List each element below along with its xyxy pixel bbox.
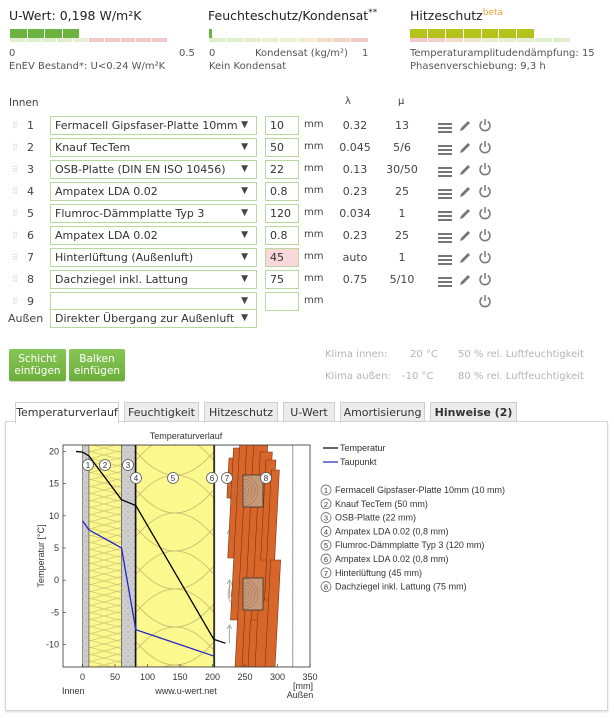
unit-label: mm <box>304 141 324 152</box>
feuchte-scale-max: 1 <box>362 48 369 59</box>
watermark: www.u-wert.net <box>155 686 217 696</box>
unit-label: mm <box>304 251 324 262</box>
tab-u-wert[interactable]: U-Wert <box>283 402 335 422</box>
klima-inside-temp[interactable]: 20 °C <box>410 349 438 360</box>
hitze-line1: Temperaturamplitudendämpfung: 15 <box>410 48 595 59</box>
lambda-value: 0.32 <box>342 119 368 132</box>
layer-1 <box>83 445 90 667</box>
klima-outside-label: Klima außen: <box>325 371 391 382</box>
layer-marker-label: 3 <box>125 461 131 470</box>
layer-number: 9 <box>27 295 34 308</box>
chevron-down-icon: ▼ <box>241 208 248 218</box>
drag-handle-icon[interactable]: ⠿ <box>12 209 18 218</box>
lambda-value: 0.75 <box>342 273 368 286</box>
x-axis-label: [mm] <box>293 681 313 691</box>
feuchte-scale-label: Kondensat (kg/m²) <box>255 48 348 59</box>
lambda-value: 0.13 <box>342 163 368 176</box>
layer-number: 3 <box>27 163 34 176</box>
uwert-scale-max: 0.5 <box>179 48 195 59</box>
klima-inside-humidity[interactable]: 50 % rel. Luftfeuchtigkeit <box>458 349 584 360</box>
x-tick-label: 150 <box>172 672 188 682</box>
layer-legend-item: Ampatex LDA 0.02 (0,8 mm) <box>335 554 449 564</box>
layer-marker-label: 8 <box>263 474 269 483</box>
layer-number: 1 <box>27 119 34 132</box>
material-select-value: Hinterlüftung (Außenluft) <box>55 251 194 264</box>
x-tick-label: 300 <box>269 672 286 682</box>
thickness-input[interactable]: 120 <box>265 204 299 223</box>
layer-legend-number: 2 <box>323 499 329 509</box>
tab-temperaturverlauf[interactable]: Temperaturverlauf <box>15 402 119 423</box>
layer-marker-label: 2 <box>102 461 108 470</box>
y-tick-label: -10 <box>45 639 59 650</box>
drag-handle-icon[interactable]: ⠿ <box>12 231 18 240</box>
feuchte-title-sup: ** <box>368 8 378 18</box>
legend-taupunkt-label: Taupunkt <box>340 457 377 467</box>
y-tick-label: 10 <box>48 510 59 521</box>
klima-outside-humidity[interactable]: 80 % rel. Luftfeuchtigkeit <box>458 371 584 382</box>
layer-legend-number: 4 <box>323 527 329 537</box>
layer-marker-label: 7 <box>224 474 230 483</box>
mu-value: 30/50 <box>386 163 418 176</box>
material-select-value: Flumroc-Dämmplatte Typ 3 <box>55 207 205 220</box>
layer-legend-item: Dachziegel inkl. Lattung (75 mm) <box>335 581 467 592</box>
add-layer-label-2: einfügen <box>14 365 61 377</box>
uwert-title: U-Wert: 0,198 W/m²K <box>9 8 142 23</box>
unit-label: mm <box>304 185 324 196</box>
add-beam-label-1: Balken <box>79 353 115 365</box>
layer-legend-number: 6 <box>323 555 329 564</box>
lambda-value: 0.045 <box>339 141 371 154</box>
legend-temperatur-label: Temperatur <box>340 443 386 453</box>
material-select-value: Ampatex LDA 0.02 <box>55 229 158 242</box>
chevron-down-icon: ▼ <box>241 296 248 306</box>
layer-number: 7 <box>27 251 34 264</box>
y-axis-label: Temperatur [°C] <box>36 524 46 588</box>
mu-header: μ <box>398 96 405 107</box>
outside-label: Außen <box>8 312 44 325</box>
material-select-value: Dachziegel inkl. Lattung <box>55 273 188 286</box>
layer-legend-number: 3 <box>323 513 329 523</box>
unit-label: mm <box>304 207 324 218</box>
tab-hitzeschutz[interactable]: Hitzeschutz <box>204 402 278 422</box>
mu-value: 13 <box>395 119 409 132</box>
chevron-down-icon: ▼ <box>241 313 248 323</box>
layer-legend-item: Hinterlüftung (45 mm) <box>335 567 423 578</box>
x-tick-label: 200 <box>204 672 221 682</box>
thickness-input[interactable]: 0.8 <box>265 182 299 201</box>
lambda-header: λ <box>345 96 351 107</box>
unit-label: mm <box>304 119 324 130</box>
layer-legend-item: Knauf TecTem (50 mm) <box>335 498 428 509</box>
hitze-title-text: Hitzeschutz <box>410 8 483 24</box>
layer-legend-item: Flumroc-Dämmplatte Typ 3 (120 mm) <box>335 540 485 551</box>
mu-value: 1 <box>398 207 406 220</box>
y-tick-label: 0 <box>53 575 59 586</box>
mu-value: 1 <box>398 251 406 264</box>
x-left-label: Innen <box>62 686 85 696</box>
x-tick-label: 250 <box>237 672 253 682</box>
drag-handle-icon[interactable]: ⠿ <box>12 143 18 152</box>
thickness-input[interactable]: 45 <box>265 248 299 267</box>
drag-handle-icon[interactable]: ⠿ <box>12 121 18 130</box>
unit-label: mm <box>304 163 324 174</box>
lambda-value: auto <box>342 251 368 264</box>
unit-label: mm <box>304 273 324 284</box>
x-right-label: Außen <box>286 690 314 700</box>
feuchte-note: Kein Kondensat <box>209 61 287 72</box>
mu-value: 25 <box>395 229 409 242</box>
hitze-line2: Phasenverschiebung: 9,3 h <box>410 61 546 72</box>
material-select-value: Ampatex LDA 0.02 <box>55 185 158 198</box>
uwert-scale-min: 0 <box>9 48 16 59</box>
y-tick-label: -5 <box>50 607 59 618</box>
add-layer-label-1: Schicht <box>18 353 57 365</box>
layer-number: 4 <box>27 185 34 198</box>
drag-handle-icon[interactable]: ⠿ <box>12 275 18 284</box>
mu-value: 5/6 <box>393 141 411 154</box>
thickness-input[interactable]: 75 <box>265 270 299 289</box>
mu-value: 5/10 <box>389 273 415 286</box>
chevron-down-icon: ▼ <box>241 186 248 196</box>
thickness-input[interactable]: 10 <box>265 116 299 135</box>
layer-legend-number: 7 <box>323 568 329 578</box>
tab-hinweise[interactable]: Hinweise (2) <box>430 402 517 422</box>
klima-inside-label: Klima innen: <box>325 349 388 360</box>
material-select-value: Knauf TecTem <box>55 141 131 154</box>
layer-marker-label: 5 <box>170 474 176 483</box>
chevron-down-icon: ▼ <box>241 230 248 240</box>
layer-number: 2 <box>27 141 34 154</box>
chevron-down-icon: ▼ <box>241 120 248 130</box>
x-tick-label: 100 <box>139 672 156 682</box>
chevron-down-icon: ▼ <box>241 164 248 174</box>
lambda-value: 0.034 <box>339 207 371 220</box>
drag-handle-icon[interactable]: ⠿ <box>12 297 18 306</box>
material-select-value: Fermacell Gipsfaser-Platte 10mm <box>55 119 238 132</box>
y-tick-label: 15 <box>48 478 59 489</box>
layer-legend-item: Ampatex LDA 0.02 (0,8 mm) <box>335 526 449 537</box>
feuchte-scale-min: 0 <box>209 48 216 59</box>
chevron-down-icon: ▼ <box>241 142 248 152</box>
thickness-input[interactable]: 22 <box>265 160 299 179</box>
layer-number: 6 <box>27 229 34 242</box>
mu-value: 25 <box>395 185 409 198</box>
inside-label: Innen <box>9 97 39 109</box>
layer-legend-number: 1 <box>323 486 329 495</box>
layer-marker-label: 6 <box>209 474 215 483</box>
lambda-value: 0.23 <box>342 229 368 242</box>
tab-amortisierung[interactable]: Amortisierung <box>340 402 425 422</box>
beta-badge: beta <box>482 8 504 18</box>
klima-outside-temp[interactable]: -10 °C <box>402 371 434 382</box>
thickness-input[interactable]: 50 <box>265 138 299 157</box>
drag-handle-icon[interactable]: ⠿ <box>12 165 18 174</box>
tab-feuchtigkeit[interactable]: Feuchtigkeit <box>124 402 199 422</box>
layer-number: 5 <box>27 207 34 220</box>
layer-number: 8 <box>27 273 34 286</box>
layer-marker-label: 4 <box>133 474 139 483</box>
layer-legend-number: 8 <box>323 582 329 592</box>
layer-legend-item: OSB-Platte (22 mm) <box>335 512 417 523</box>
unit-label: mm <box>304 295 324 306</box>
uwert-note: EnEV Bestand*: U<0.24 W/m²K <box>9 61 166 72</box>
y-tick-label: 20 <box>48 446 59 457</box>
add-beam-label-2: einfügen <box>73 365 121 377</box>
layer-legend-number: 5 <box>323 541 329 551</box>
thickness-input[interactable]: 0.8 <box>265 226 299 245</box>
chevron-down-icon: ▼ <box>241 274 248 284</box>
x-tick-label: 0 <box>79 672 86 682</box>
outside-select-value: Direkter Übergang zur Außenluft <box>55 312 235 325</box>
drag-handle-icon[interactable]: ⠿ <box>12 187 18 196</box>
layer-legend-item: Fermacell Gipsfaser-Platte 10mm (10 mm) <box>335 485 506 495</box>
material-select-value: OSB-Platte (DIN EN ISO 10456) <box>55 163 226 176</box>
drag-handle-icon[interactable]: ⠿ <box>12 253 18 262</box>
x-tick-label: 350 <box>302 672 318 682</box>
layer-marker-label: 1 <box>85 461 91 470</box>
chevron-down-icon: ▼ <box>241 252 248 262</box>
unit-label: mm <box>304 229 324 240</box>
x-tick-label: 50 <box>109 672 121 682</box>
feuchte-title-text: Feuchteschutz/Kondensat <box>208 8 369 24</box>
chart-title: Temperaturverlauf <box>149 431 223 441</box>
lambda-value: 0.23 <box>342 185 368 198</box>
y-tick-label: 5 <box>53 542 59 553</box>
